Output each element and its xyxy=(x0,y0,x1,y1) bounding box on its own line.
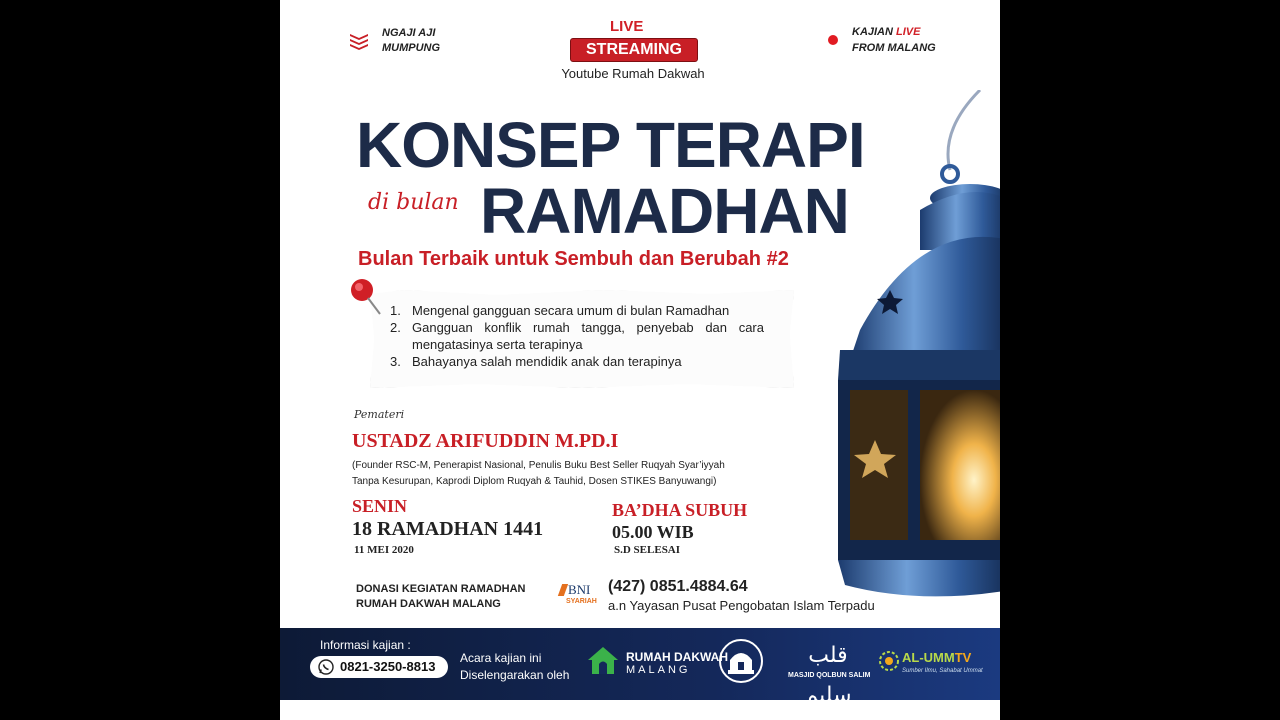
speaker-bio-line1: (Founder RSC-M, Penerapist Nasional, Penulis Buku Best Seller Ruqyah Syar’iyyah xyxy=(352,460,725,471)
time-label: BA’DHA SUBUH xyxy=(612,500,748,520)
qolbun-salim-logo: قلب سليم xyxy=(804,643,852,708)
organizer-line1: Acara kajian ini xyxy=(460,651,542,665)
main-title-line2: RAMADHAN xyxy=(480,175,849,247)
subtitle: Bulan Terbaik untuk Sembuh dan Berubah #2 xyxy=(358,248,789,270)
push-pin-icon xyxy=(346,276,386,318)
topic-text: Mengenal gangguan secara umum di bulan Ramadhan xyxy=(412,303,730,318)
left-brand-line2: MUMPUNG xyxy=(382,42,441,54)
speaker-name: USTADZ ARIFUDDIN M.PD.I xyxy=(352,430,619,452)
right-brand-line2: FROM MALANG xyxy=(852,42,936,54)
topic-number: 2. xyxy=(390,320,401,335)
right-brand-live: LIVE xyxy=(896,26,921,38)
al-umm-tagline: Sumber Ilmu, Sahabat Ummat xyxy=(902,668,983,674)
bank-name: BNI xyxy=(568,582,591,597)
list-item xyxy=(390,319,764,353)
al-umm-tv: TV xyxy=(954,650,972,665)
bni-mark-icon xyxy=(558,584,568,596)
right-brand-prefix: KAJIAN xyxy=(852,26,897,38)
list-item xyxy=(390,302,764,319)
live-dot-icon xyxy=(828,35,838,45)
qolbun-salim-name: MASJID QOLBUN SALIM xyxy=(788,672,871,679)
title-connector: di bulan xyxy=(368,190,459,215)
topics-list xyxy=(390,302,764,370)
bni-syariah-logo xyxy=(560,582,600,608)
main-title-line1: KONSEP TERAPI xyxy=(356,109,865,181)
book-stack-icon xyxy=(348,30,370,52)
topic-number: 3. xyxy=(390,354,401,369)
left-brand-line1: NGAJI AJI xyxy=(382,27,436,39)
donation-line1: DONASI KEGIATAN RAMADHAN xyxy=(356,583,526,595)
rumah-dakwah-logo xyxy=(584,642,622,680)
speaker-bio xyxy=(352,458,792,490)
donation-line2: RUMAH DAKWAH MALANG xyxy=(356,598,501,610)
topic-text: Bahayanya salah mendidik anak dan terapinya xyxy=(412,354,682,369)
channel-name: Youtube Rumah Dakwah xyxy=(561,66,705,81)
event-until: S.D SELESAI xyxy=(614,544,681,556)
hijri-date: 18 RAMADHAN 1441 xyxy=(352,518,544,540)
organizer-text xyxy=(460,650,569,684)
right-brand xyxy=(852,24,936,56)
al-umm-tv-logo xyxy=(878,650,900,672)
rumah-dakwah-city: MALANG xyxy=(626,664,691,676)
event-time: 05.00 WIB xyxy=(612,522,694,542)
al-umm-prefix: AL-UMM xyxy=(902,650,955,665)
event-day: SENIN xyxy=(352,496,408,516)
account-number: (427) 0851.4884.64 xyxy=(608,578,748,595)
event-poster xyxy=(280,0,1000,720)
contact-phone: 0821-3250-8813 xyxy=(340,659,436,674)
donation-label xyxy=(356,582,525,612)
live-label: LIVE xyxy=(610,18,644,35)
topic-number: 1. xyxy=(390,303,401,318)
speaker-bio-line2: Tanpa Kesurupan, Kaprodi Diplom Ruqyah & Tauhid, Dosen STIKES Banyuwangi) xyxy=(352,476,717,487)
whatsapp-icon xyxy=(318,659,334,675)
organizer-line2: Diselengarakan oleh xyxy=(460,668,570,682)
gregorian-date: 11 MEI 2020 xyxy=(354,544,414,556)
streaming-badge: STREAMING xyxy=(570,38,698,62)
rumah-dakwah-name: RUMAH DAKWAH xyxy=(626,650,728,664)
list-item xyxy=(390,353,764,370)
topic-text: Gangguan konflik rumah tangga, penyebab dan cara mengatasinya serta terapinya xyxy=(412,320,764,352)
al-umm-tv-name xyxy=(902,650,971,665)
bank-sub: SYARIAH xyxy=(566,598,597,605)
mosque-emblem xyxy=(718,638,764,684)
speaker-label: Pemateri xyxy=(354,408,405,421)
info-label: Informasi kajian : xyxy=(320,638,411,652)
footer-bar xyxy=(280,628,1000,708)
whatsapp-contact[interactable] xyxy=(310,656,448,678)
account-name: a.n Yayasan Pusat Pengobatan Islam Terpadu xyxy=(608,598,875,613)
